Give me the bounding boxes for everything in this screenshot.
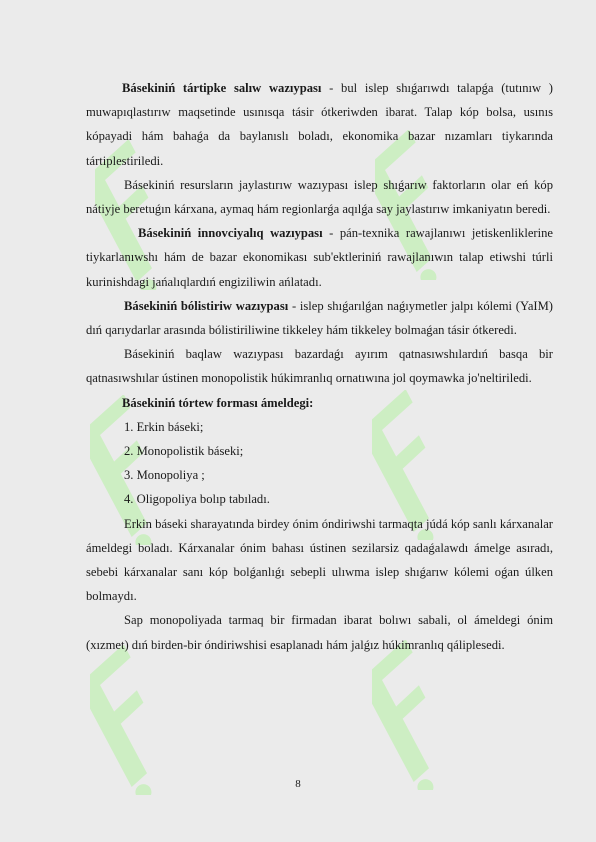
forms-heading-line [86,391,553,415]
paragraph-text: - bul islep shıǵarıwdı talapǵa (tutınıw ) muwapıqlastırıw maqsetinde usınısqa tásir ótkeriwden ibarat. Talap kóp bolsa, usınıs kópayadi hám bahaǵa da baylanıslı boladı, ekonomika bazar nızamları tiykarında tártiplestiriledi. [86,81,553,168]
paragraph-heading: Básekiniń bólistiriw wazıypası [124,298,289,313]
paragraph [86,221,553,294]
paragraph-text: Básekiniń baqlaw wazıypası bazardaǵı ayırım qatnasıwshılardıń basqa bir qatnasıwshılar ústinen monopolistik húkimranlıq ornatıwına jol qoymawka jo'neltiriledi. [86,347,553,386]
watermark-logo [372,640,452,790]
paragraph: Erkin báseki sharayatında birdey ónim óndiriwshi tarmaqta júdá kóp sanlı kárxanalar ámeldegi boladı. Kárxanalar ónim bahası ústinen sezilarsiz qadaǵalawdı ámelge asıradı, sebebi kárxanalar sanı kóp bolǵanlıǵı sebepli ulıwma islep shıǵarıw kólemi oǵan úlken bolmaydı. [86,516,553,604]
paragraph [86,173,553,221]
paragraph-text: - islep shıǵarılǵan naǵıymetler jalpı kólemi (YaIM) dıń qarıydarlar arasında bólistiriliwine tikkeley hám tikkeley bolmaǵan tásir ótkeredi. [86,298,553,338]
list-item: 4. Oligopoliya bolıp tabıladı. [124,492,270,507]
paragraph-text: - pán-texnika rawajlanıwı jetiskenliklerine tiykarlanıwshı hám de bazar ekonomikası sub'ektleriniń rawajlanıwın talap etiwshi túrli kurinishdagi jańalıqlardıń engiziliwin ańlatadı. [86,226,554,289]
paragraph-heading: Básekiniń tártipke salıw wazıypası [122,81,322,95]
forms-heading: Básekiniń tórtew forması ámeldegi: [122,395,314,410]
paragraph [86,294,553,342]
paragraph-heading: Básekiniń innovciyalıq wazıypası [138,226,323,241]
list-item: 2. Monopolistik báseki; [124,444,244,459]
paragraph: Sap monopoliyada tarmaq bir firmadan ibarat bolıwı sabali, ol ámeldegi ónim (xızmet) dıń birden-bir óndiriwshisi esaplanadı hám jalǵız húkimranlıq qáliplesedi. [86,613,553,652]
page-number: 8 [295,778,301,790]
paragraph-text: Básekiniń resursların jaylastırıw wazıypası islep shıǵarıw faktorların olar eń kóp nátiyje beretuǵın kárxana, aymaq hám regionlarǵa aqılǵa say jaylastırıw imkaniyatın beredi. [86,177,553,217]
watermark-logo [90,645,170,795]
document-body [86,76,553,657]
list-item: 3. Monopoliya ; [124,468,205,483]
paragraph [86,76,553,173]
paragraph [86,342,553,390]
list-item: 1. Erkin báseki; [124,419,204,434]
